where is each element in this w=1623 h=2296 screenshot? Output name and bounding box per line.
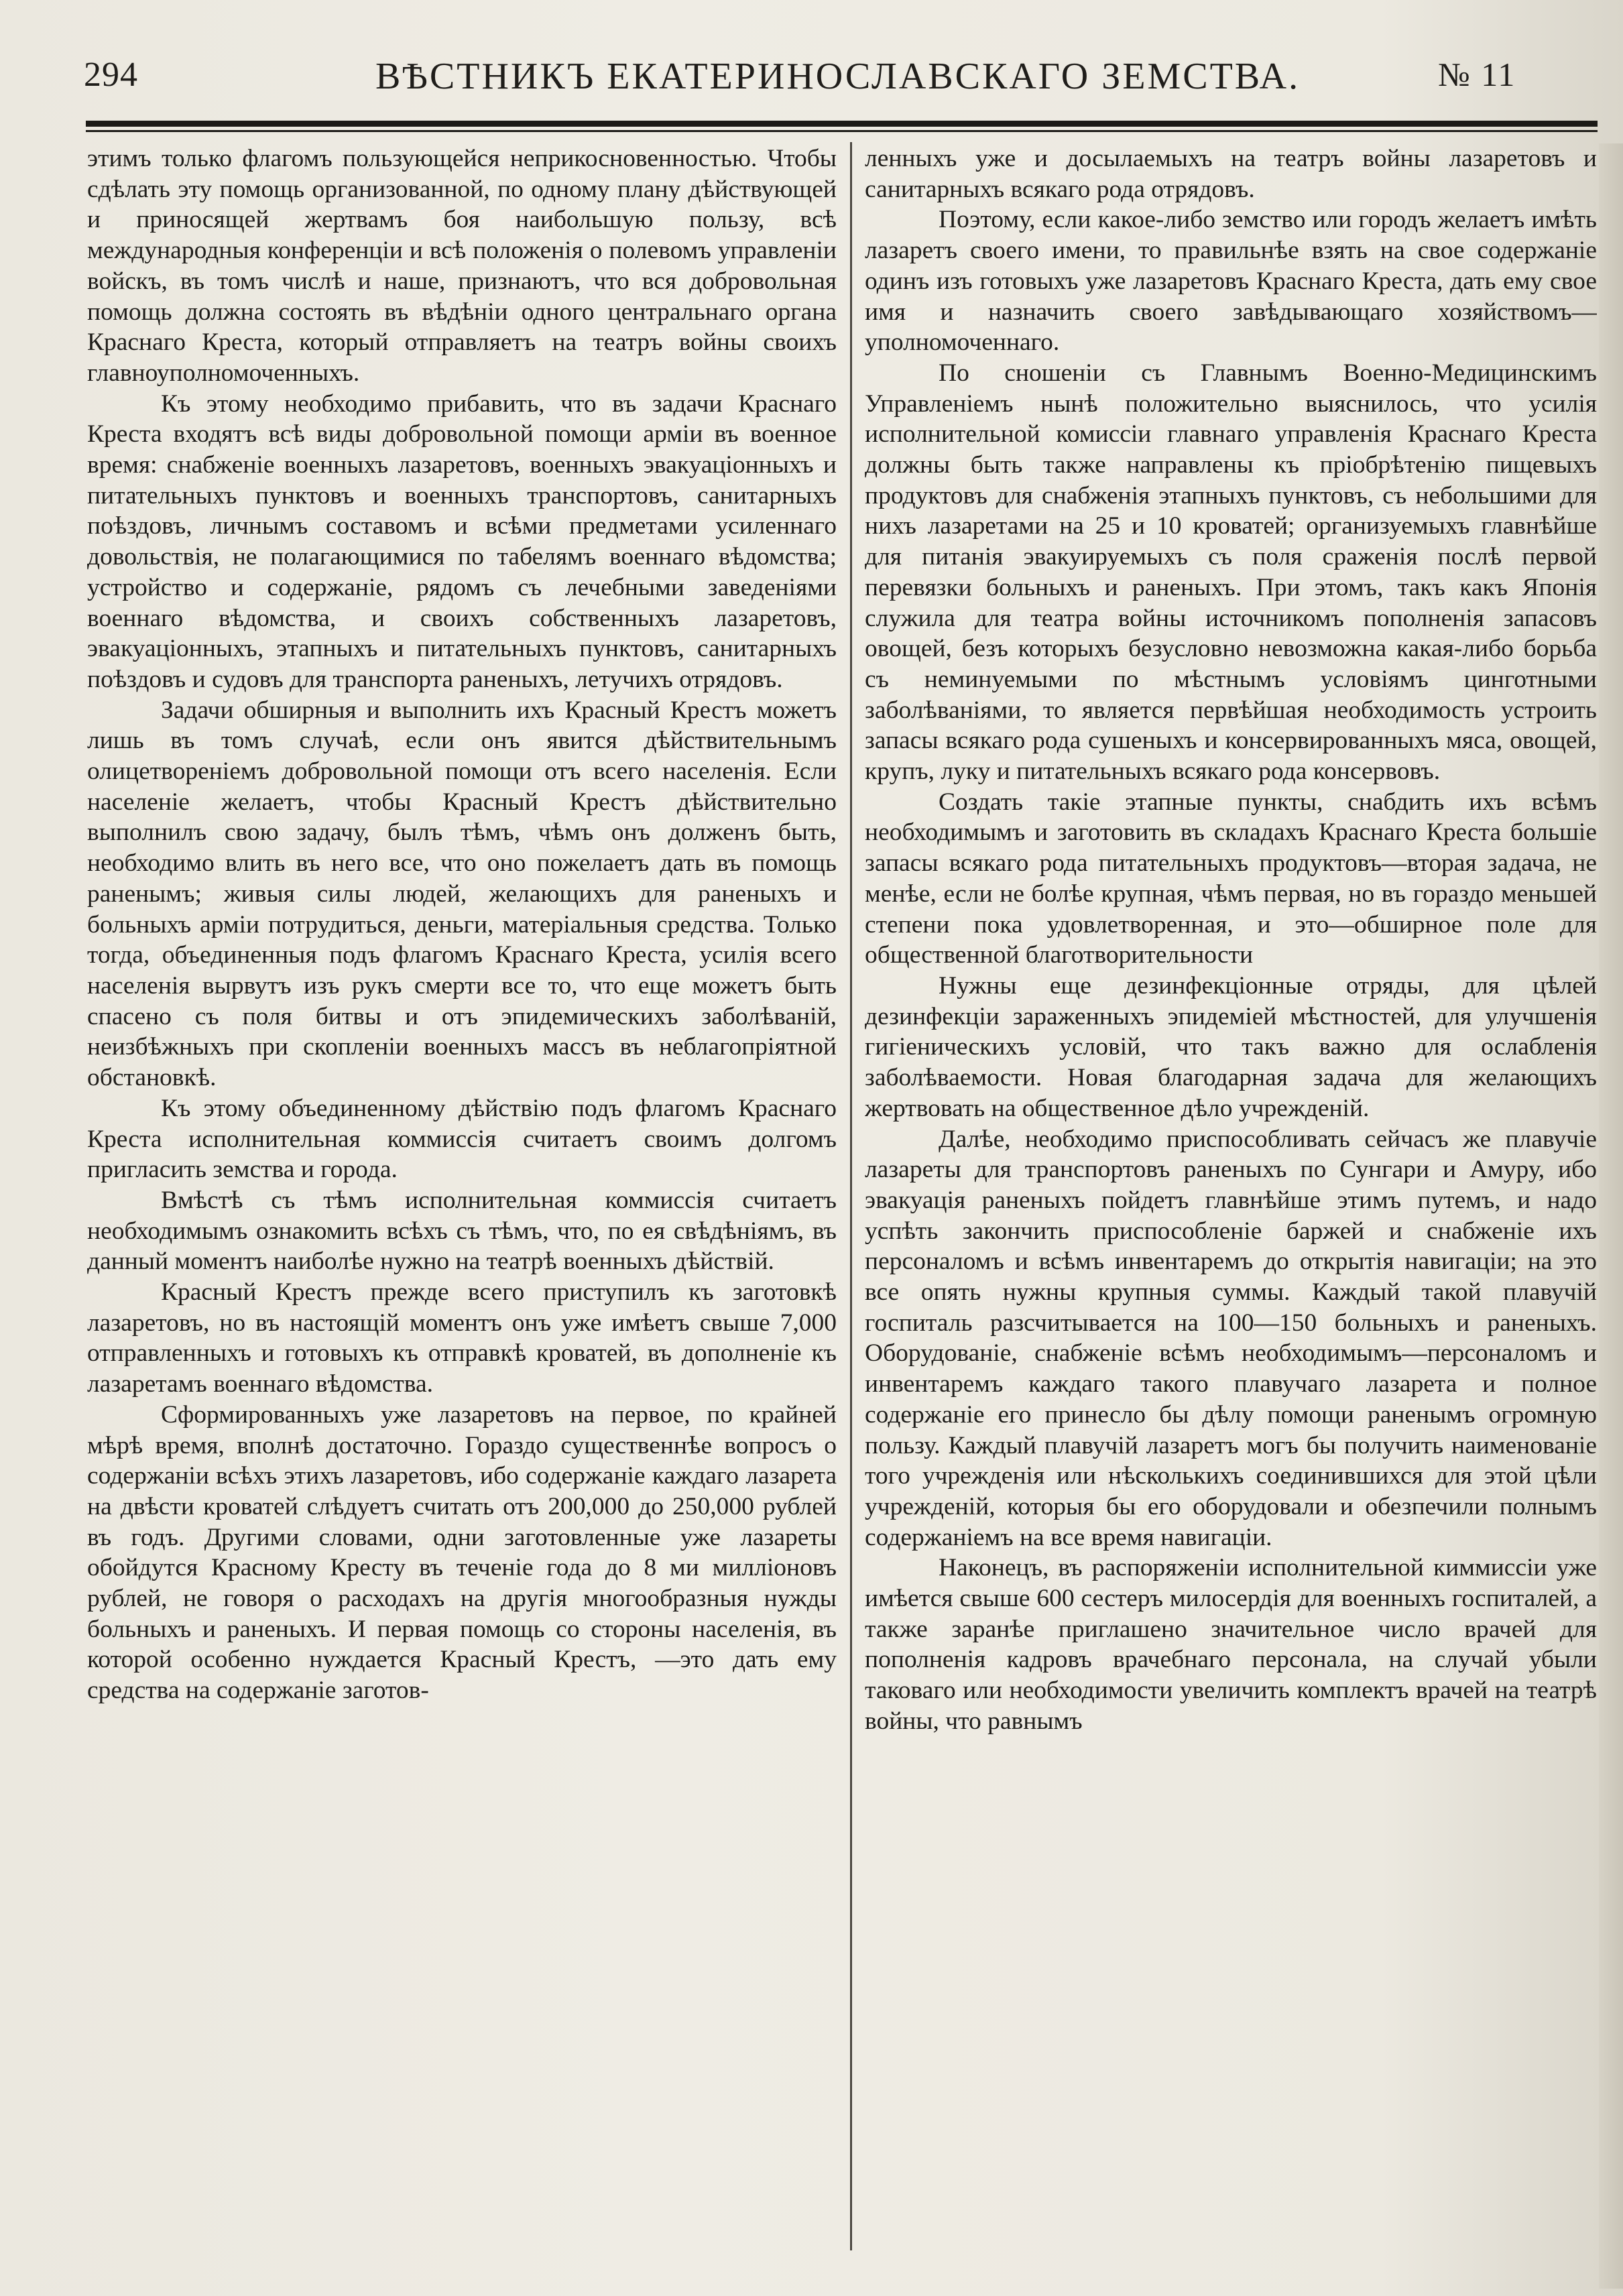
header-rule-thin: [86, 130, 1598, 132]
page-number: 294: [84, 56, 138, 94]
paragraph: Создать такіе этапные пункты, снабдить ихъ всѣмъ необходимымъ и заготовить въ складахъ Краснаго Креста большіе запасы всякаго рода питательныхъ продуктовъ—вторая задача, не менѣе, если не болѣе крупная, чѣмъ первая, но въ гораздо меньшей степени пока удовлетворенная, и это—обширное поле для общественной благотворительности: [865, 788, 1597, 969]
paragraph: Сформированныхъ уже лазаретовъ на первое, по крайней мѣрѣ время, вполнѣ достаточно. Гораздо существеннѣе вопросъ о содержаніи всѣхъ этихъ лазаретовъ, ибо содержаніе каждаго лазарета на двѣсти кроватей слѣдуетъ считать отъ 200,000 до 250,000 рублей въ годъ. Другими словами, одни заготовленные уже лазареты обойдутся Красному Кресту въ теченіе года до 8 ми милліоновъ рублей, не говоря о расходахъ на другія многообразныя нужды больныхъ и раненыхъ. И первая помощь со стороны населенія, въ которой особенно нуждается Красный Крестъ, —это дать ему средства на содержаніе заготов-: [87, 1400, 837, 1705]
paragraph: Наконецъ, въ распоряженіи исполнительной киммиссіи уже имѣется свыше 600 сестеръ милосердія для военныхъ госпиталей, а также заранѣе приглашено значительное число врачей для пополненія кадровъ врачебнаго персонала, на случай убыли таковаго или необходимости увеличить комплектъ врачей на театрѣ войны, что равнымъ: [865, 1554, 1597, 1735]
journal-title: ВѢСТНИКЪ ЕКАТЕРИНОСЛАВСКАГО ЗЕМСТВА.: [375, 56, 1301, 97]
left-column: [87, 143, 837, 2255]
paragraph: Далѣе, необходимо приспособливать сейчасъ же плавучіе лазареты для транспортовъ раненыхъ по Сунгари и Амуру, ибо эвакуація раненыхъ пойдетъ главнѣйше этимъ путемъ, и надо успѣть закончить приспособленіе баржей и снабженіе ихъ персоналомъ и всѣмъ инвентаремъ до открытія навигаціи; на это все опять нужны крупныя суммы. Каждый такой плавучій госпиталь разсчитывается на 100—150 больныхъ и раненыхъ. Оборудованіе, снабженіе всѣмъ необходимымъ—персоналомъ и инвентаремъ каждаго такого плавучаго лазарета и полное содержаніе его принесло бы дѣлу помощи раненымъ огромную пользу. Каждый плавучій лазаретъ могъ бы получить наименованіе того учрежденія или нѣсколькихъ соединившихся для этой цѣли учрежденій, которыя бы его оборудовали и обезпечили полнымъ содержаніемъ на все время навигаціи.: [865, 1125, 1597, 1551]
paragraph: Нужны еще дезинфекціонные отряды, для цѣлей дезинфекціи зараженныхъ эпидеміей мѣстностей, для улучшенія гигіеническихъ условій, что такъ важно для ослабленія заболѣваемости. Новая благодарная задача для желающихъ жертвовать на общественное дѣло учрежденій.: [865, 971, 1597, 1122]
header-rule-thick: [86, 121, 1598, 127]
paragraph: этимъ только флагомъ пользующейся неприкосновенностью. Чтобы сдѣлать эту помощь организованной, по одному плану дѣйствующей и приносящей жертвамъ боя наибольшую пользу, всѣ международныя конференціи и всѣ положенія о полевомъ управленіи войскъ, въ томъ числѣ и наше, признаютъ, что вся добровольная помощь должна состоять въ вѣдѣніи одного центральнаго органа Краснаго Креста, который отправляетъ на театръ войны своихъ главноуполномоченныхъ.: [87, 145, 837, 387]
paragraph: Къ этому необходимо прибавить, что въ задачи Краснаго Креста входятъ всѣ виды добровольной помощи арміи въ военное время: снабженіе военныхъ лазаретовъ, военныхъ эвакуаціонныхъ и питательныхъ пунктовъ и военныхъ транспортовъ, санитарныхъ поѣздовъ, личнымъ составомъ и всѣми предметами усиленнаго довольствія, не полагающимися по табелямъ военнаго вѣдомства; устройство и содержаніе, рядомъ съ лечебными заведеніями военнаго вѣдомства, и своихъ собственныхъ лазаретовъ, эвакуаціонныхъ, этапныхъ и питательныхъ пунктовъ, санитарныхъ поѣздовъ и судовъ для транспорта раненыхъ, летучихъ отрядовъ.: [87, 389, 837, 693]
right-column: [865, 143, 1597, 2255]
paragraph: Вмѣстѣ съ тѣмъ исполнительная коммиссія считаетъ необходимымъ ознакомить всѣхъ съ тѣмъ, что, по ея свѣдѣніямъ, въ данный моментъ наиболѣе нужно на театрѣ военныхъ дѣйствій.: [87, 1186, 837, 1276]
paragraph: Задачи обширныя и выполнить ихъ Красный Крестъ можетъ лишь въ томъ случаѣ, если онъ явится дѣйствительнымъ олицетвореніемъ добровольной помощи отъ всего населенія. Если населеніе желаетъ, чтобы Красный Крестъ дѣйствительно выполнилъ свою задачу, былъ тѣмъ, чѣмъ онъ долженъ быть, необходимо влить въ него все, что оно пожелаетъ дать въ помощь раненымъ; живыя силы людей, желающихъ для раненыхъ и больныхъ арміи потрудиться, деньги, матеріальныя средства. Только тогда, объединенныя подъ флагомъ Краснаго Креста, усилія всего населенія вырвутъ изъ рукъ смерти все то, что еще можетъ быть спасено съ поля битвы и отъ эпидемическихъ заболѣваній, неизбѣжныхъ при скопленіи военныхъ массъ въ неблагопріятной обстановкѣ.: [87, 696, 837, 1092]
paragraph: Поэтому, если какое-либо земство или городъ желаетъ имѣть лазаретъ своего имени, то правильнѣе взять на свое содержаніе одинъ изъ готовыхъ уже лазаретовъ Краснаго Креста, дать ему свое имя и назначить своего завѣдывающаго хозяйствомъ—уполномоченнаго.: [865, 206, 1597, 357]
page-edge: [1599, 143, 1623, 2289]
paragraph: По сношеніи съ Главнымъ Военно-Медицинскимъ Управленіемъ нынѣ положительно выяснилось, что усилія исполнительной комиссіи главнаго управленія Краснаго Креста должны быть также направлены къ пріобрѣтенію пищевыхъ продуктовъ для снабженія этапныхъ пунктовъ, съ небольшими для нихъ лазаретами на 25 и 10 кроватей; организуемыхъ главнѣйше для питанія эвакуируемыхъ съ поля сраженія послѣ первой перевязки больныхъ и раненыхъ. При этомъ, такъ какъ Японія служила для театра войны источникомъ пополненія запасовъ овощей, безъ которыхъ безусловно невозможна какая-либо борьба съ неминуемыми по мѣстнымъ условіямъ цинготными заболѣваніями, то является первѣйшая необходимость устроить запасы всякаго рода сушеныхъ и консервированныхъ мяса, овощей, крупъ, луку и питательныхъ всякаго рода консервовъ.: [865, 359, 1597, 786]
paragraph: Къ этому объединенному дѣйствію подъ флагомъ Краснаго Креста исполнительная коммиссія считаетъ своимъ долгомъ пригласить земства и города.: [87, 1094, 837, 1184]
column-divider: [850, 142, 852, 2250]
paragraph: ленныхъ уже и досылаемыхъ на театръ войны лазаретовъ и санитарныхъ всякаго рода отрядовъ.: [865, 145, 1597, 203]
paragraph: Красный Крестъ прежде всего приступилъ къ заготовкѣ лазаретовъ, но въ настоящій моментъ онъ уже имѣетъ свыше 7,000 отправленныхъ и готовыхъ къ отправкѣ кроватей, въ дополненіе къ лазаретамъ военнаго вѣдомства.: [87, 1278, 837, 1398]
issue-number: № 11: [1438, 56, 1516, 93]
